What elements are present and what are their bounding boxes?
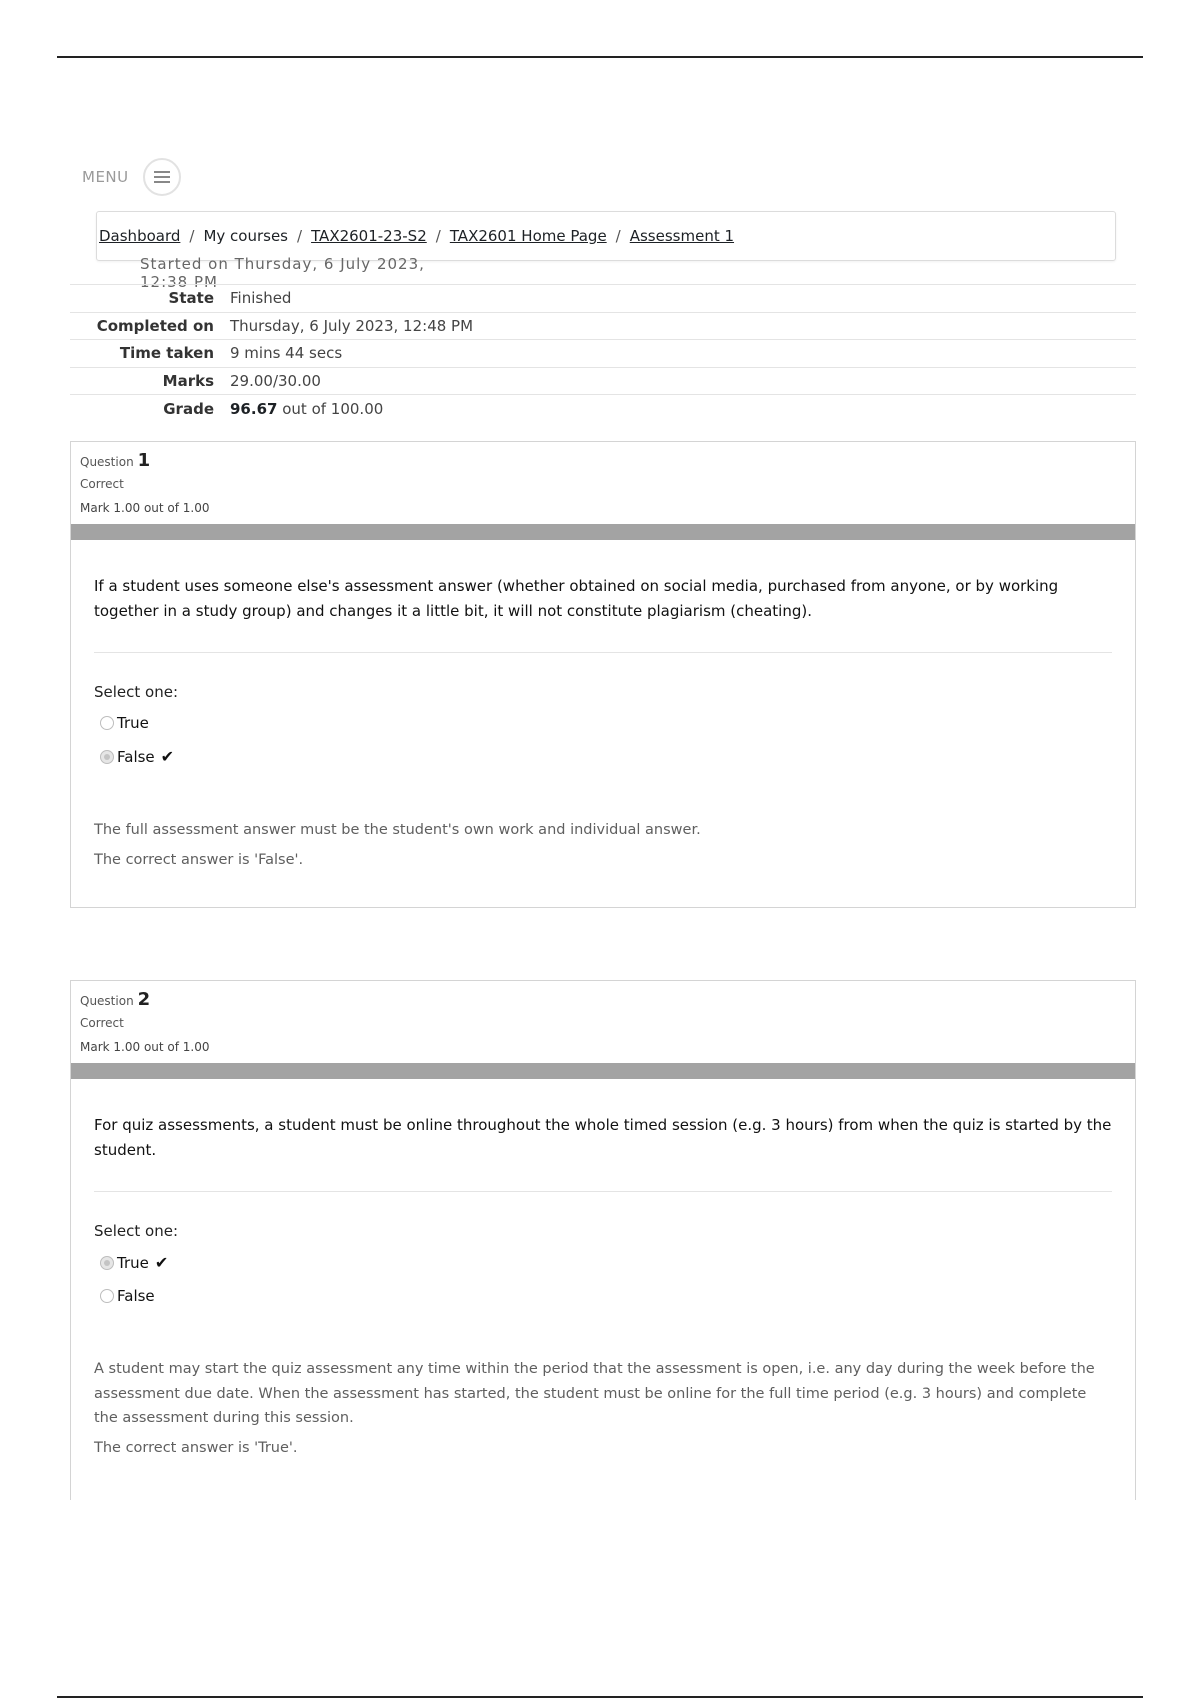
radio-button-selected[interactable] (100, 1256, 114, 1270)
select-prompt: Select one: (94, 683, 179, 701)
question-mark: Mark 1.00 out of 1.00 (80, 501, 210, 515)
question-text: If a student uses someone else's assessment answer (whether obtained on social media, purchased from anyone, or by working together in a study group) and changes it a little bit, it will not constitute plagiarism (cheating). (94, 577, 1059, 620)
question-number (80, 450, 1126, 471)
summary-row-time (70, 340, 1136, 368)
question-prefix: Question (80, 994, 134, 1008)
breadcrumb-separator: / (615, 227, 621, 245)
summary-row-grade (70, 395, 1136, 423)
option-true[interactable] (100, 1253, 1112, 1272)
option-true[interactable] (100, 714, 1112, 732)
question-2 (70, 980, 1136, 1500)
question-state: Correct (80, 477, 124, 491)
right-answer: The correct answer is 'True'. (94, 1439, 298, 1456)
question-text: For quiz assessments, a student must be online throughout the whole timed session (e.g. 3 hours) from when the quiz is started by the student. (94, 1116, 1112, 1159)
question-state: Correct (80, 1016, 124, 1030)
breadcrumb-separator: / (297, 227, 303, 245)
summary-value: 29.00/30.00 (230, 371, 321, 390)
general-feedback: The full assessment answer must be the student's own work and individual answer. (94, 822, 701, 838)
summary-row-completed (70, 312, 1136, 340)
checkmark-icon: ✔ (160, 747, 175, 766)
breadcrumb-course[interactable]: TAX2601-23-S2 (311, 227, 427, 245)
summary-value (230, 395, 1136, 423)
option-false[interactable] (100, 1287, 1112, 1305)
general-feedback: A student may start the quiz assessment any time within the period that the assessment is open, i.e. any day during the week before the assessment due date. When the assessment has started, the student must be online for the full time period (e.g. 3 hours) and complete the assessment during this session. (94, 1361, 1095, 1426)
question-number (80, 989, 1126, 1010)
question-separator (94, 652, 1112, 653)
radio-button-selected[interactable] (100, 750, 114, 764)
question-number-value: 2 (137, 989, 151, 1010)
breadcrumb-course-home[interactable]: TAX2601 Home Page (449, 227, 607, 245)
summary-value: 9 mins 44 secs (230, 344, 343, 363)
question-info (71, 981, 1135, 1054)
question-1 (70, 441, 1136, 908)
breadcrumb-dashboard[interactable]: Dashboard (99, 227, 181, 245)
select-prompt: Select one: (94, 1222, 179, 1240)
menu-label: MENU (82, 168, 129, 186)
question-divider-bar (71, 524, 1135, 540)
page-bottom-rule (57, 1696, 1143, 1698)
option-label: True (117, 714, 149, 732)
menu-button[interactable] (143, 158, 181, 196)
right-answer: The correct answer is 'False'. (94, 851, 304, 868)
summary-row-marks (70, 367, 1136, 395)
page-top-rule (57, 56, 1143, 58)
attempt-summary-table (70, 284, 1136, 422)
breadcrumb-my-courses[interactable]: My courses (203, 227, 288, 245)
grade-suffix: out of 100.00 (282, 399, 384, 418)
question-content (71, 574, 1135, 868)
question-info (71, 442, 1135, 515)
summary-label: Grade (163, 399, 214, 418)
option-false[interactable] (100, 747, 1112, 766)
menu-toggle[interactable] (82, 158, 181, 196)
radio-button[interactable] (100, 1289, 114, 1303)
cutoff-row-text: Started on Thursday, 6 July 2023, 12:38 PM (140, 255, 425, 291)
hamburger-icon (154, 171, 170, 183)
question-separator (94, 1191, 1112, 1192)
breadcrumb-separator: / (189, 227, 195, 245)
summary-value: Thursday, 6 July 2023, 12:48 PM (230, 316, 474, 335)
summary-cutoff-row (140, 255, 470, 291)
grade-value: 96.67 (230, 399, 278, 418)
summary-label: Completed on (96, 316, 214, 335)
question-content (71, 1113, 1135, 1456)
option-label: True (117, 1253, 149, 1272)
summary-label: State (168, 289, 214, 308)
summary-label: Marks (162, 371, 214, 390)
radio-button[interactable] (100, 716, 114, 730)
question-divider-bar (71, 1063, 1135, 1079)
breadcrumb-assessment[interactable]: Assessment 1 (629, 227, 735, 245)
breadcrumb-separator: / (435, 227, 441, 245)
option-label: False (117, 747, 155, 766)
summary-row-state (70, 285, 1136, 313)
question-prefix: Question (80, 455, 134, 469)
breadcrumb (96, 211, 1116, 261)
summary-label: Time taken (119, 344, 214, 363)
question-number-value: 1 (137, 450, 151, 471)
checkmark-icon: ✔ (154, 1253, 169, 1272)
question-mark: Mark 1.00 out of 1.00 (80, 1040, 210, 1054)
option-label: False (117, 1287, 155, 1305)
summary-value: Finished (230, 289, 292, 308)
